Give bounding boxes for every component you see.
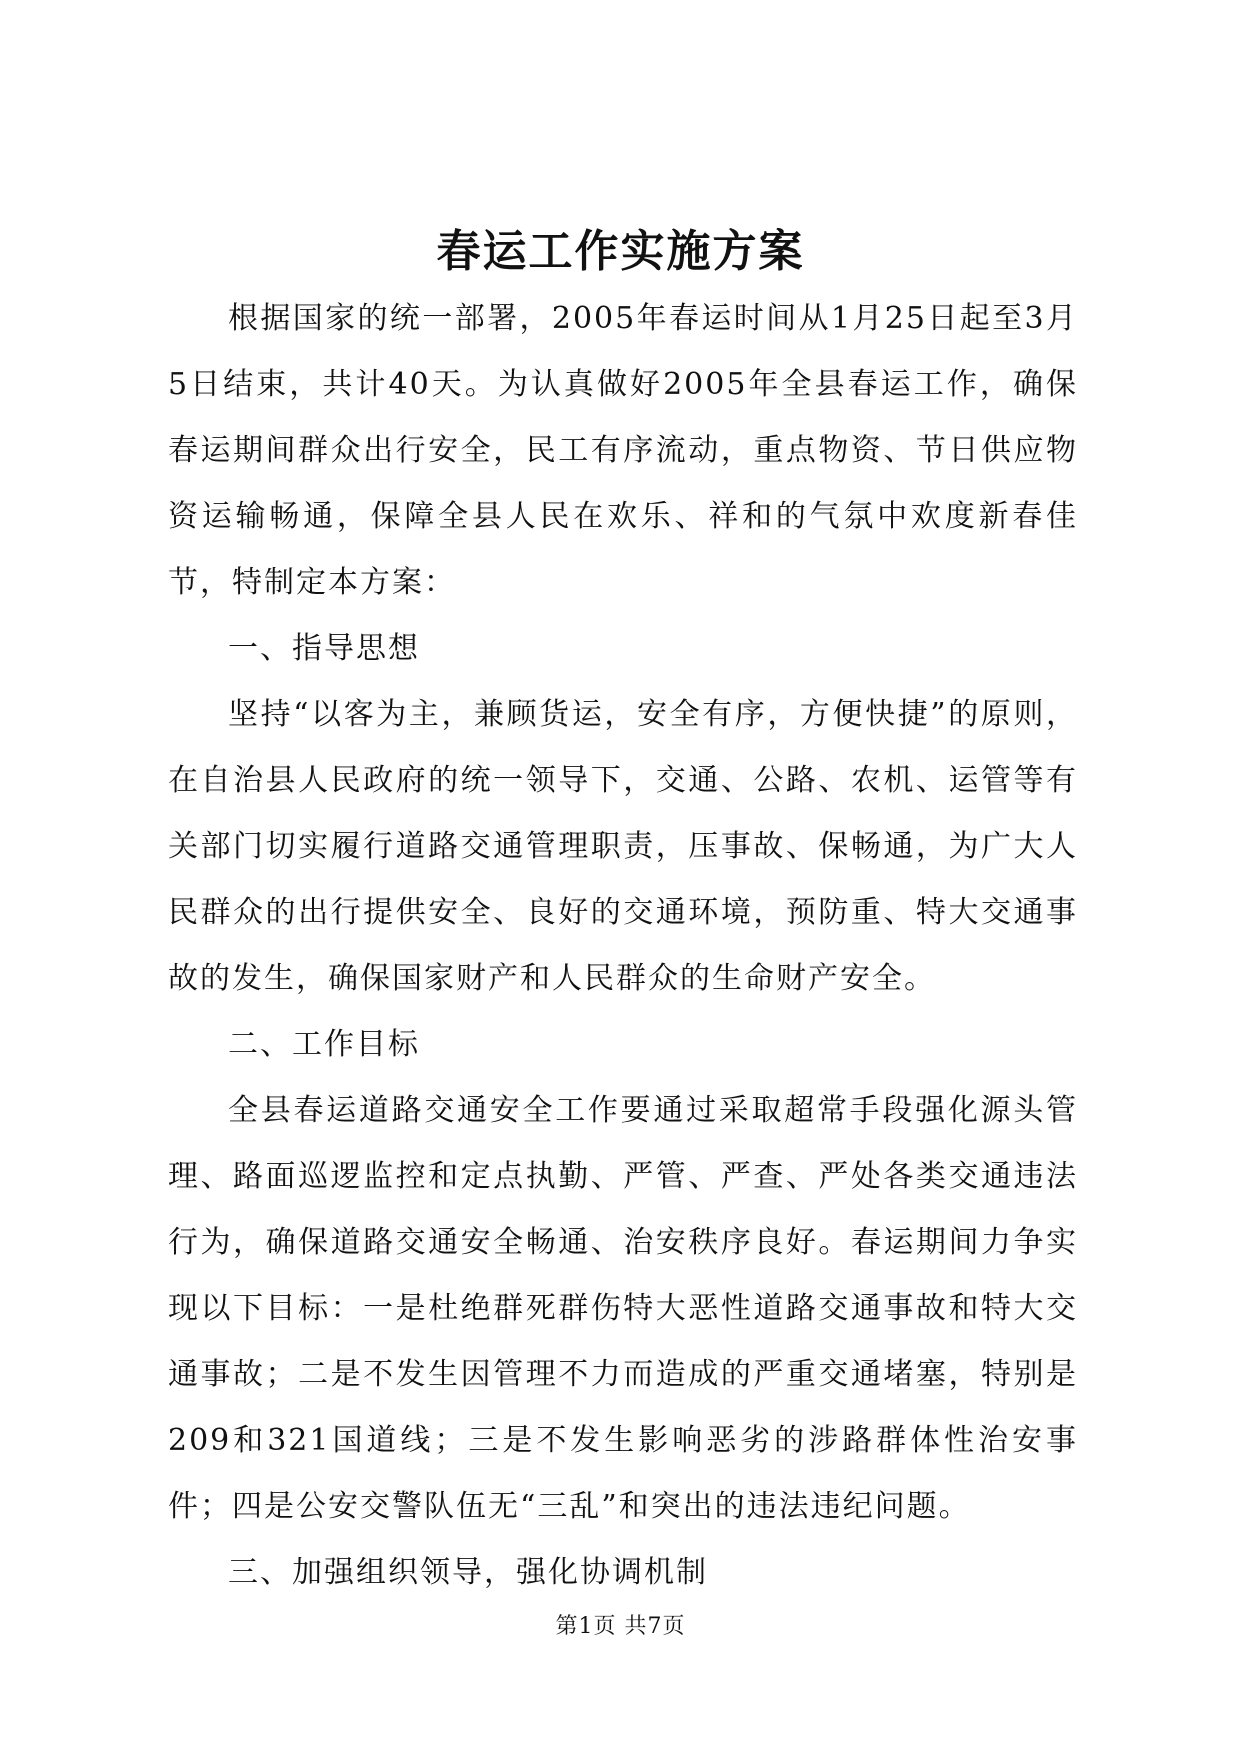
- section-heading-guiding-ideology: 一、指导思想: [228, 631, 420, 666]
- section-heading-work-goals: 二、工作目标: [228, 1027, 420, 1062]
- paragraph-guiding-ideology: 坚持“以客为主，兼顾货运，安全有序，方便快捷”的原则，在自治县人民政府的统一领导下，交通、公路、农机、运管等有关部门切实履行道路交通管理职责，压事故、保畅通，为广大人民群众的出行提供安全、良好的交通环境，预防重、特大交通事故的发生，确保国家财产和人民群众的生命财产安全。: [168, 697, 1078, 996]
- document-body: [168, 286, 1078, 1606]
- document-title: 春运工作实施方案: [436, 226, 805, 277]
- paragraph-intro: 根据国家的统一部署，2005年春运时间从1月25日起至3月5日结束，共计40天。为认真做好2005年全县春运工作，确保春运期间群众出行安全，民工有序流动，重点物资、节日供应物资运输畅通，保障全县人民在欢乐、祥和的气氛中欢度新春佳节，特制定本方案：: [168, 301, 1078, 600]
- page-footer: 第1页 共7页: [555, 1614, 686, 1639]
- section-heading-organization: 三、加强组织领导，强化协调机制: [228, 1555, 708, 1590]
- paragraph-work-goals: 全县春运道路交通安全工作要通过采取超常手段强化源头管理、路面巡逻监控和定点执勤、严管、严查、严处各类交通违法行为，确保道路交通安全畅通、治安秩序良好。春运期间力争实现以下目标：一是杜绝群死群伤特大恶性道路交通事故和特大交通事故；二是不发生因管理不力而造成的严重交通堵塞，特别是209和321国道线；三是不发生影响恶劣的涉路群体性治安事件；四是公安交警队伍无“三乱”和突出的违法违纪问题。: [168, 1093, 1078, 1524]
